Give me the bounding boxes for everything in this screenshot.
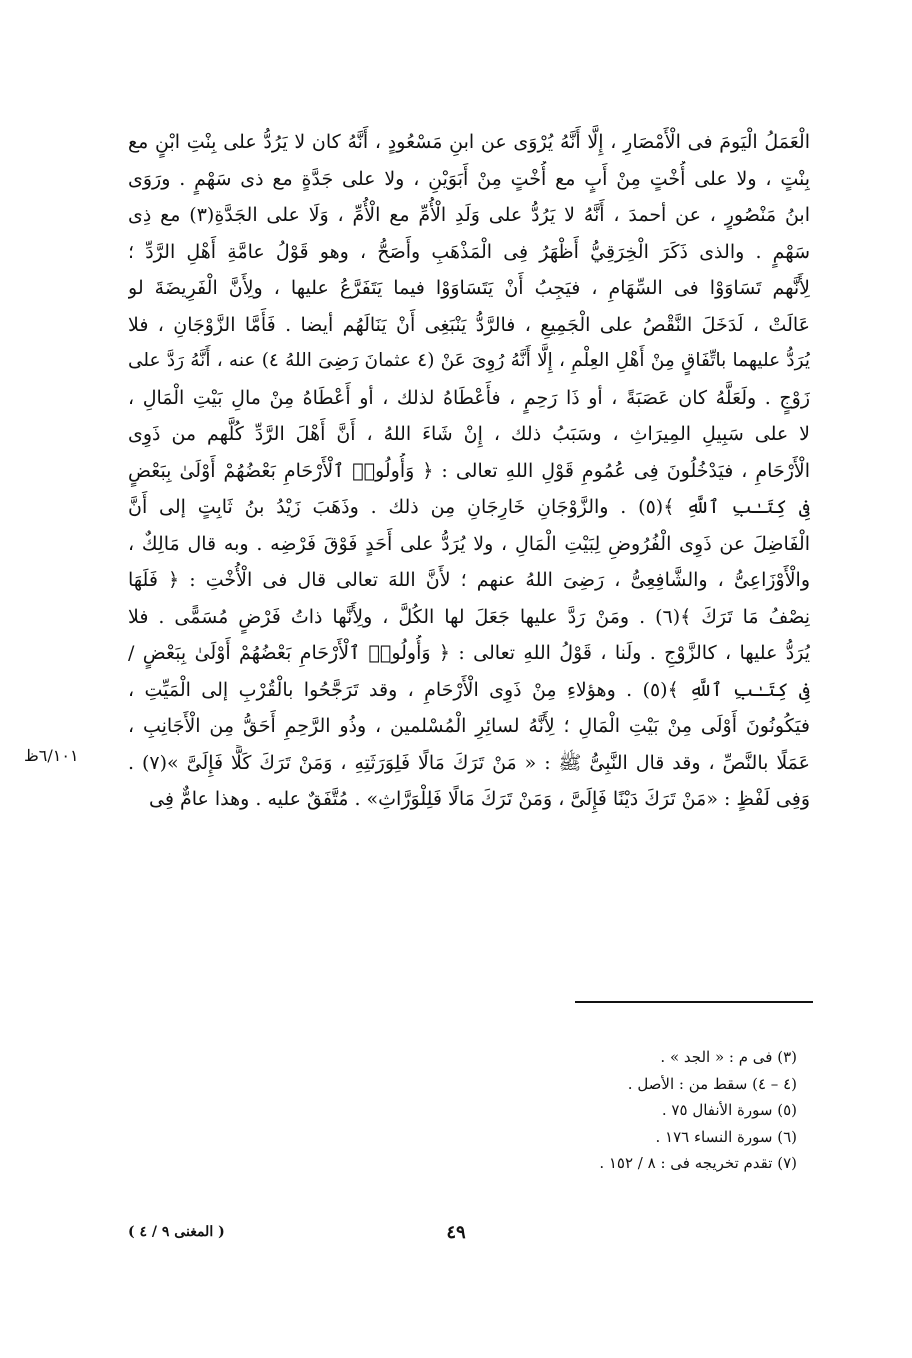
text-line: والْأَوْزَاعِىُّ ، والشَّافِعِىُّ ، رَضِىَ اللهُ عنهم ؛ لأَنَّ اللهَ تعالى قال فى الْأُخْتِ : ﴿ فَلَهَا <box>128 569 810 591</box>
text-line: عَمَلًا بالنَّصِّ ، وقد قال النَّبِىُّ ﷺ : « مَنْ تَرَكَ مَالًا فَلِوَرَثَتِهِ ، وَمَنْ تَرَكَ كَلًّا فَإِلَىَّ »(٧) . <box>128 751 810 774</box>
text-line: الْعَمَلُ الْيَومَ فى الْأَمْصَارِ ، إِلَّا أَنَّهُ يُرْوَى عن ابنِ مَسْعُودٍ ، أَنَّهُ كان لا يَرُدُّ على بِنْتِ ابْنٍ مع <box>128 131 810 153</box>
footnotes <box>397 1044 797 1177</box>
margin-folio-note: ٦/١٠١ظ <box>24 746 79 765</box>
text-line: ابنُ مَنْصُورٍ ، عن أحمدَ ، أَنَّهُ لا يَرُدُّ على وَلَدِ الْأُمِّ مع الْأُمِّ ، وَلَا على الجَدَّةِ(٣) مع ذِى <box>128 204 810 226</box>
text-line: فيَكُونُونَ أَوْلَى مِنْ بَيْتِ الْمَالِ ؛ لِأَنَّهُ لسائِرِ الْمُسْلمين ، وذُو الرَّحِمِ أَحَقُّ مِن الْأَجَانِبِ ، <box>128 715 810 737</box>
text-line: فِى كِتَـٰبِ ٱللَّهِ ﴾(٥) . والزَّوْجَانِ خَارِجَانِ مِن ذلك . وذَهَبَ زَيْدُ بنُ ثَابِتٍ إلى أَنَّ <box>128 496 810 518</box>
text-line: الْفَاضِلَ عن ذَوِى الْفُرُوضِ لِبَيْتِ الْمَالِ ، ولا يُرَدُّ على أَحَدٍ فَوْقَ فَرْضِه . وبه قال مَالِكٌ ، <box>128 532 810 555</box>
footnote: (٦) سورة النساء ١٧٦ . <box>655 1127 797 1146</box>
footnote: (٣) فى م : « الجد » . <box>660 1048 797 1066</box>
text-line: فِى كِتَـٰبِ ٱللَّهِ ﴾(٥) . وهؤلاءِ مِنْ ذَوِى الْأَرْحَامِ ، وقد تَرَجَّحُوا بالْقُرْبِ إلى الْمَيِّتِ ، <box>128 678 810 701</box>
text-line: وَفِى لَفْظٍ : «مَنْ تَرَكَ دَيْنًا فَإِلَىَّ ، وَمَنْ تَرَكَ مَالًا فَلِلْوَرَّاثِ» . مُتَّفَقٌ عليه . وهذا عامٌّ فِى <box>149 788 810 810</box>
text-line: لِأَنَّهم تَسَاوَوْا فى السِّهَامِ ، فيَجِبُ أَنْ يَتَسَاوَوْا فيما يَتَفَرَّعُ عليها ، ولِأَنَّ الْفَرِيضَةَ لو <box>128 277 810 299</box>
main-text <box>128 124 810 818</box>
text-line: يُرَدُّ عليها ، كالزَّوْجِ . ولَنا ، قَوْلُ اللهِ تعالى : ﴿ وَأُولُوا۟ ٱلْأَرْحَامِ بَعْضُهُمْ أَوْلَىٰ بِبَعْضٍ / <box>128 642 810 664</box>
footnote: (٧) تقدم تخريجه فى : ٨ / ١٥٢ . <box>599 1154 797 1173</box>
text-line: لا على سَبِيلِ المِيرَاثِ ، وسَبَبُ ذلك ، إِنْ شَاءَ اللهُ ، أَنَّ أَهْلَ الرَّدِّ كُلَّهم من ذَوِى <box>128 423 810 445</box>
page-number: ٤٩ <box>446 1222 466 1243</box>
text-line: الْأَرْحَامِ ، فيَدْخُلُونَ فِى عُمُومِ قَوْلِ اللهِ تعالى : ﴿ وَأُولُوا۟ ٱلْأَرْحَامِ بَعْضُهُمْ أَوْلَىٰ بِبَعْضٍ <box>128 459 810 482</box>
footnote-divider <box>575 1001 813 1003</box>
footnote: (٥) سورة الأنفال ٧٥ . <box>661 1101 797 1120</box>
text-line: زَوْجٍ . ولَعَلَّهُ كان عَصَبَةً ، أو ذَا رَحِمٍ ، فأَعْطَاهُ لذلك ، أو أَعْطَاهُ مِنْ مالِ بَيْتِ الْمَالِ ، <box>128 386 810 409</box>
text-line: عَالَتْ ، لَدَخَلَ النَّقْصُ على الْجَمِيعِ ، فالرَّدُّ يَنْبَغِى أَنْ يَنَالَهُم أيضا . فَأَمَّا الزَّوْجَانِ ، فلا <box>128 313 810 336</box>
text-line: سَهْمٍ . والذى ذَكَرَ الْخِرَقِيُّ أَظْهَرُ فِى الْمَذْهَبِ وأَصَحُّ ، وهو قَوْلُ عامَّةِ أَهْلِ الرَّدِّ ؛ <box>128 240 810 263</box>
signature-mark: ( المغنى ٩ / ٤ ) <box>128 1224 225 1240</box>
text-line: يُرَدُّ عليهما باتِّفَاقٍ مِنْ أَهْلِ العِلْمِ ، إِلَّا أَنَّهُ رُوِىَ عَنْ (٤ عثمانَ رَضِىَ اللهُ ٤) عنه ، أَنَّهُ رَدَّ على <box>128 350 810 371</box>
text-line: نِصْفُ مَا تَرَكَ ﴾(٦) . ومَنْ رَدَّ عليها جَعَلَ لها الكُلَّ ، ولِأَنَّها ذاتُ فَرْضٍ مُسَمًّى . فلا <box>128 605 810 628</box>
footnote: (٤ – ٤) سقط من : الأصل . <box>627 1074 797 1093</box>
text-line: بِنْتٍ ، ولا على أُخْتٍ مِنْ أَبٍ مع أُخْتٍ مِنْ أَبَوَيْنِ ، ولا على جَدَّةٍ مع ذى سَهْمٍ . ورَوَى <box>128 167 810 190</box>
